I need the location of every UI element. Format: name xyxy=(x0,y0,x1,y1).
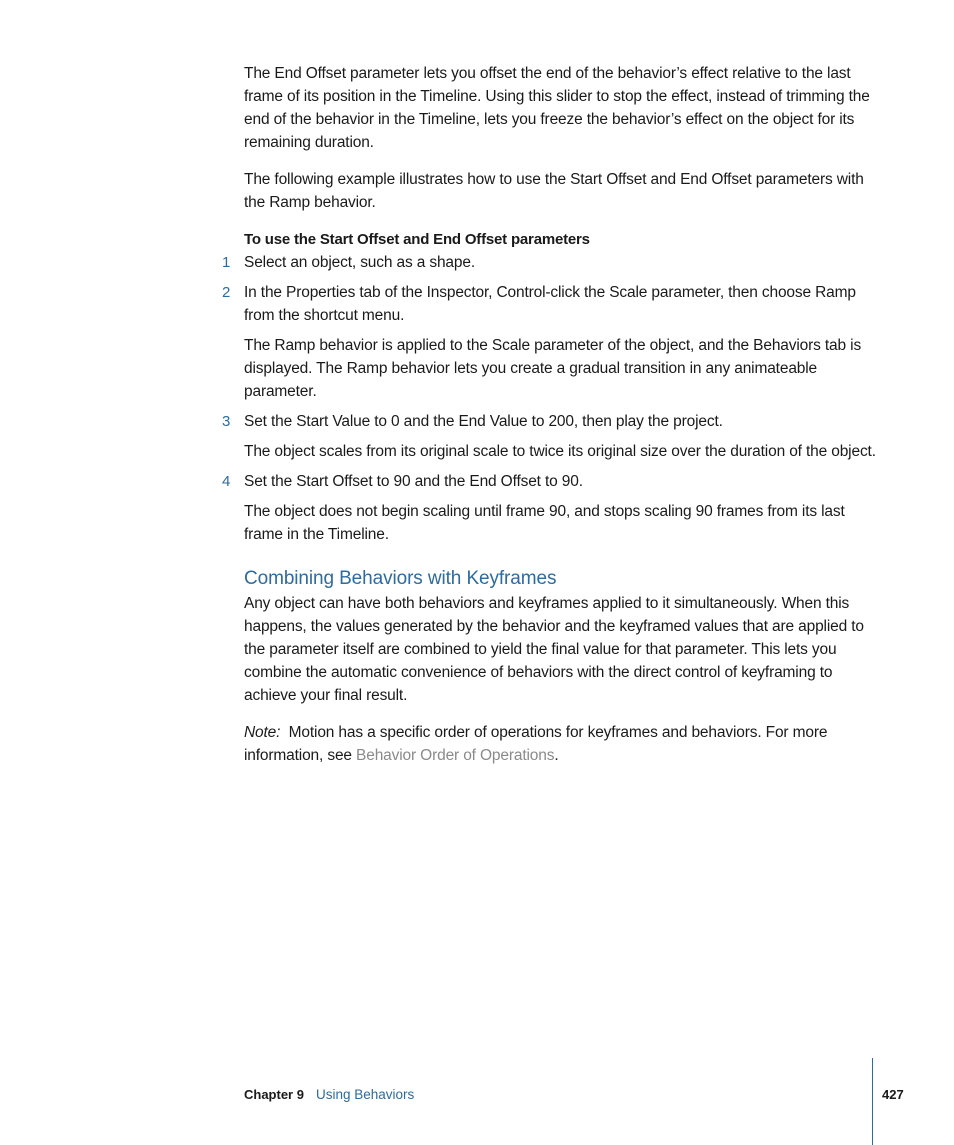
step-result: The Ramp behavior is applied to the Scale parameter of the object, and the Behaviors tab is displayed. The Ramp behavior lets you create a gradual transition in any animateable parameter. xyxy=(244,337,862,400)
step-result: The object scales from its original scale to twice its original size over the duration of the object. xyxy=(244,443,876,460)
note-paragraph xyxy=(244,721,876,767)
step-number: 2 xyxy=(222,284,231,301)
procedure-heading: To use the Start Offset and End Offset parameters xyxy=(244,231,590,248)
page-footer xyxy=(244,1086,414,1104)
procedure-step xyxy=(222,251,876,274)
note-text-end: . xyxy=(554,747,559,764)
intro-paragraph-end-offset: The End Offset parameter lets you offset the end of the behavior’s effect relative to the last frame of its position in the Timeline. Using this slider to stop the effect, instead of trimming the end of the behavior in the Timeline, lets you freeze the behavior’s effect on the object for its remaining duration. xyxy=(244,65,870,151)
step-text: Set the Start Offset to 90 and the End Offset to 90. xyxy=(244,473,583,490)
step-number: 4 xyxy=(222,473,231,490)
procedure-step xyxy=(222,281,876,327)
step-text: Set the Start Value to 0 and the End Value to 200, then play the project. xyxy=(244,413,723,430)
note-label: Note: xyxy=(244,724,281,741)
page-number: 427 xyxy=(882,1087,904,1102)
footer-chapter: Chapter 9 xyxy=(244,1087,304,1102)
step-result: The object does not begin scaling until frame 90, and stops scaling 90 frames from its last frame in the Timeline. xyxy=(244,503,845,543)
step-number: 1 xyxy=(222,254,231,271)
procedure-step xyxy=(222,470,876,493)
note-text: Motion has a specific order of operations for keyframes and behaviors. For more information, see xyxy=(244,724,828,764)
footer-divider xyxy=(872,1058,873,1145)
intro-paragraph-example: The following example illustrates how to use the Start Offset and End Offset parameters with the Ramp behavior. xyxy=(244,171,864,211)
section-heading: Combining Behaviors with Keyframes xyxy=(244,568,557,589)
footer-chapter-title[interactable]: Using Behaviors xyxy=(315,1087,415,1102)
procedure-step xyxy=(222,410,876,433)
page-content xyxy=(222,62,876,767)
behavior-order-link[interactable]: Behavior Order of Operations xyxy=(356,747,555,764)
step-text: Select an object, such as a shape. xyxy=(244,254,475,271)
step-number: 3 xyxy=(222,413,231,430)
step-text: In the Properties tab of the Inspector, Control-click the Scale parameter, then choose Ramp from the shortcut menu. xyxy=(244,284,856,324)
section-body: Any object can have both behaviors and keyframes applied to it simultaneously. When this happens, the values generated by the behavior and the keyframed values that are applied to the parameter itself are combined to yield the final value for that parameter. This lets you combine the automatic convenience of behaviors with the direct control of keyframing to achieve your final result. xyxy=(244,595,864,704)
